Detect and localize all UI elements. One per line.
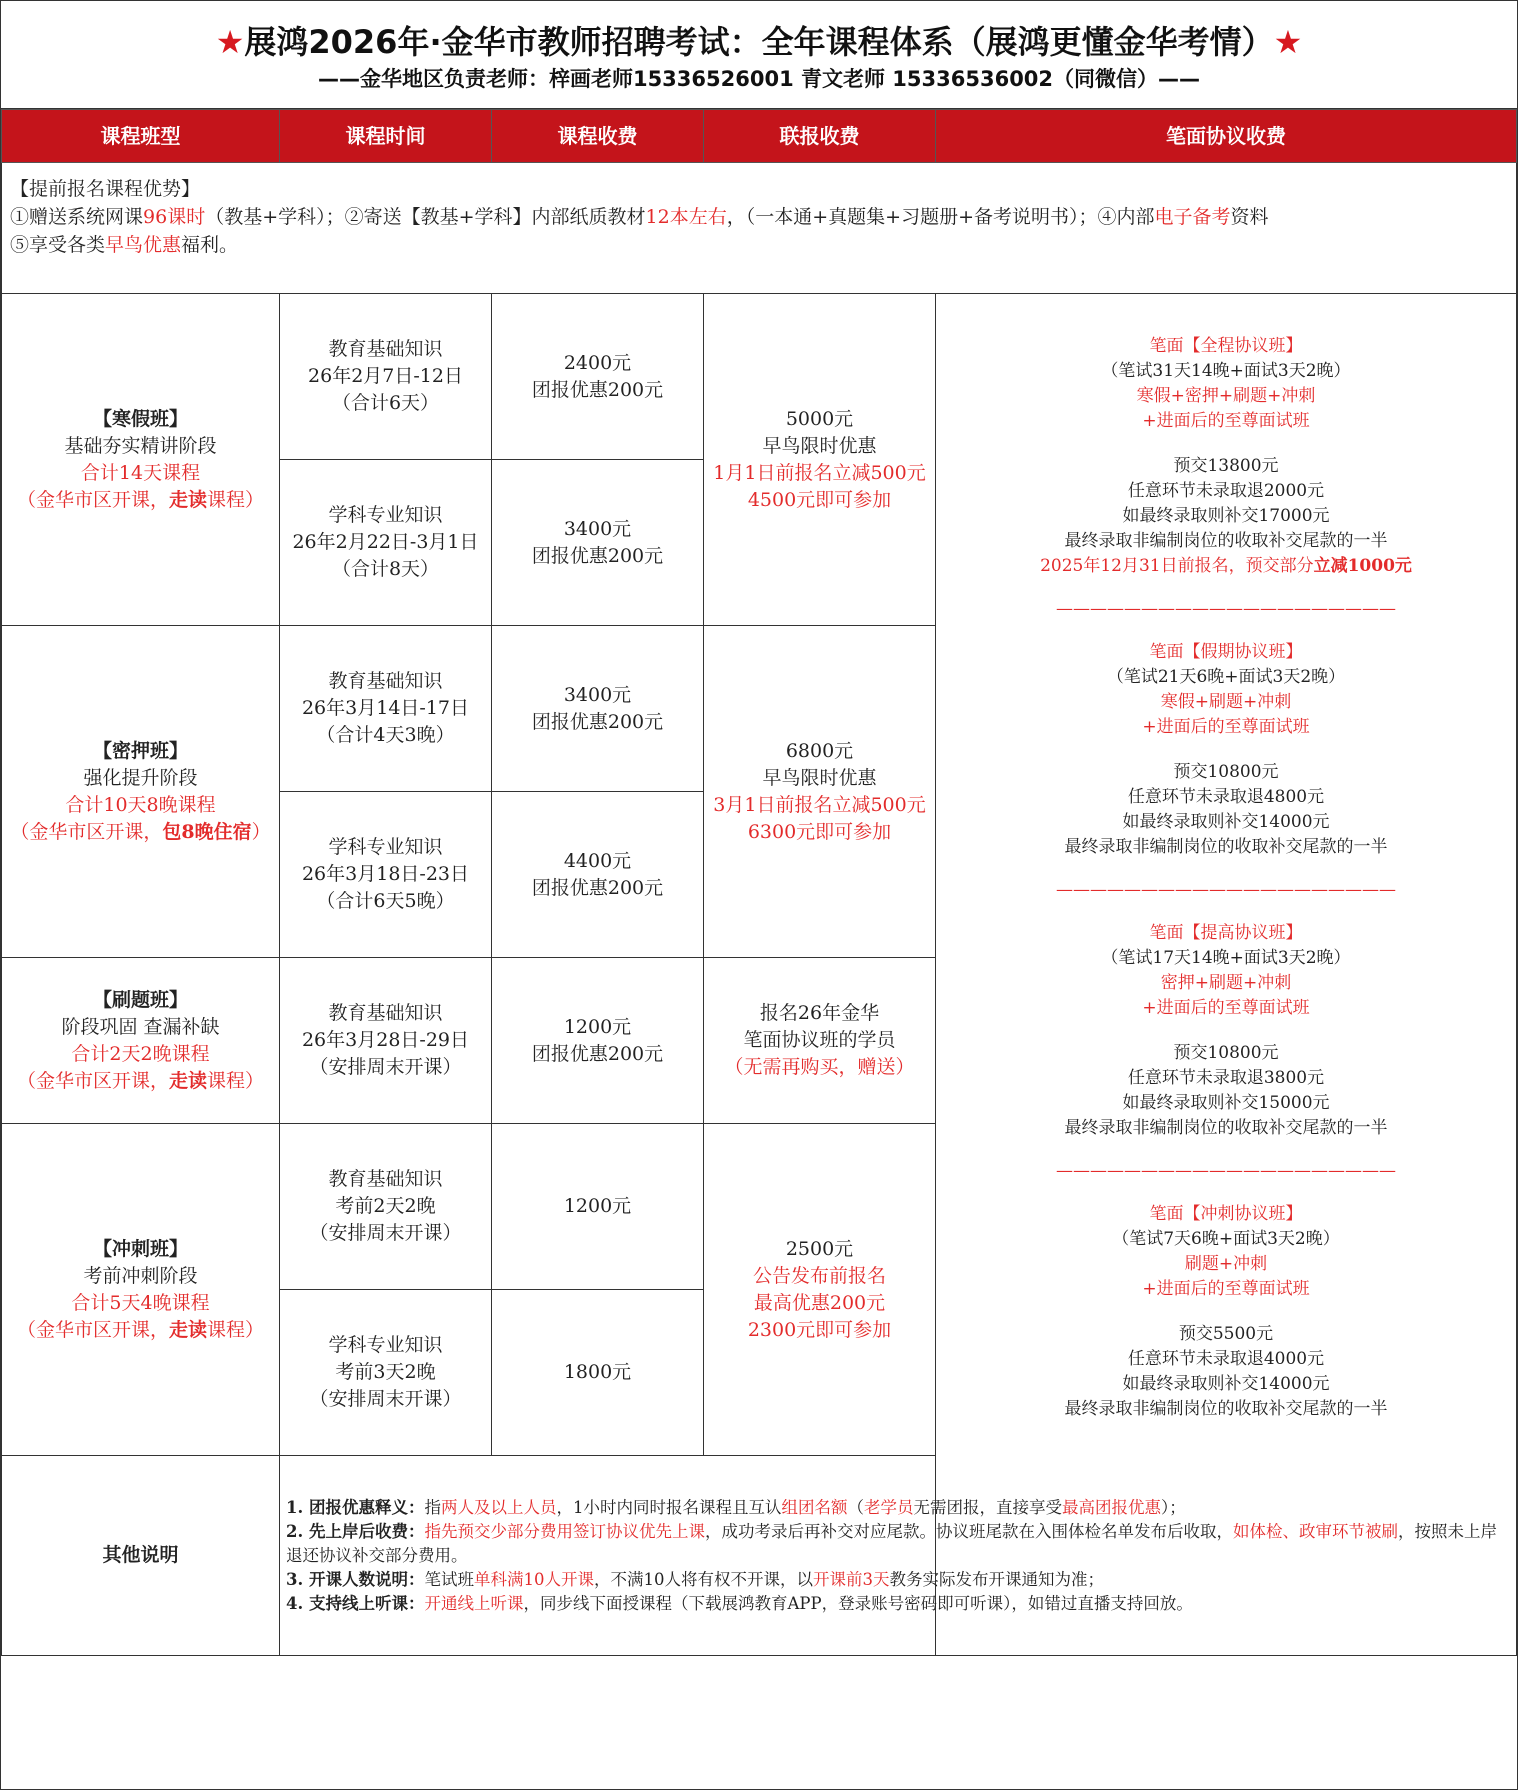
table-row [2, 294, 1517, 460]
class-cell-sprint: 【冲刺班】 考前冲刺阶段 合计5天4晚课程 （金华市区开课，走读课程） [2, 1124, 280, 1456]
contact-subtitle: ——金华地区负责老师：梓画老师15336526001 青文老师 15336536002（同微信）—— [317, 67, 1201, 91]
protocol-holiday: 笔面【假期协议班】 （笔试21天6晚+面试3天2晚） 寒假+刷题+冲刺 +进面后的至尊面试班 预交10800元 任意环节未录取退4800元 如最终录取则补交14000元 最终录取非编制岗位的收取补交尾款的一半 [1064, 642, 1388, 857]
protocol-improve: 笔面【提高协议班】 （笔试17天14晚+面试3天2晚） 密押+刷题+冲刺 +进面后的至尊面试班 预交10800元 任意环节未录取退3800元 如最终录取则补交15000元 最终录取非编制岗位的收取补交尾款的一半 [1064, 923, 1388, 1138]
session-time-cell: 教育基础知识 26年3月14日-17日 （合计4天3晚） [280, 626, 492, 792]
session-time-cell: 学科专业知识 考前3天2晚 （安排周末开课） [280, 1290, 492, 1456]
note-4: 4. 支持线上听课：开通线上听课，同步线下面授课程（下载展鸿教育APP，登录账号密码即可听课），如错过直播支持回放。 [286, 1594, 1193, 1613]
session-price-cell: 3400元 团报优惠200元 [492, 626, 704, 792]
class-cell-winter: 【寒假班】 基础夯实精讲阶段 合计14天课程 （金华市区开课，走读课程） [2, 294, 280, 626]
protocol-full: 笔面【全程协议班】 （笔试31天14晚+面试3天2晚） 寒假+密押+刷题+冲刺 +进面后的至尊面试班 预交13800元 任意环节未录取退2000元 如最终录取则补交17000元 最终录取非编制岗位的收取补交尾款的一半 2025年12月31日前报名，预交部分立减1000元 [1040, 336, 1412, 576]
session-time-cell: 教育基础知识 考前2天2晚 （安排周末开课） [280, 1124, 492, 1290]
notes-label: 其他说明 [2, 1456, 280, 1656]
sheet-header [1, 1, 1517, 109]
note-3: 3. 开课人数说明：笔试班单科满10人开课，不满10人将有权不开课，以开课前3天教务实际发布开课通知为准； [286, 1570, 1104, 1589]
session-price-cell: 1800元 [492, 1290, 704, 1456]
session-price-cell: 1200元 [492, 1124, 704, 1290]
session-price-cell: 4400元 团报优惠200元 [492, 792, 704, 958]
combo-price-cell: 2500元 公告发布前报名 最高优惠200元 2300元即可参加 [704, 1124, 936, 1456]
table-header-row [2, 110, 1517, 163]
note-2: 2. 先上岸后收费：指先预交少部分费用签订协议优先上课，成功考录后再补交对应尾款。协议班尾款在入围体检名单发布后收取，如体检、政审环节被刷，按照未上岸退还协议补交部分费用。 [286, 1522, 1497, 1565]
session-time-cell: 教育基础知识 26年2月7日-12日 （合计6天） [280, 294, 492, 460]
session-time-cell: 教育基础知识 26年3月28日-29日 （安排周末开课） [280, 958, 492, 1124]
advantages-row [2, 163, 1517, 294]
protocol-sprint: 笔面【冲刺协议班】 （笔试7天6晚+面试3天2晚） 刷题+冲刺 +进面后的至尊面试班 预交5500元 任意环节未录取退4000元 如最终录取则补交14000元 最终录取非编制岗位的收取补交尾款的一半 [1064, 1204, 1388, 1419]
col-header: 课程时间 [280, 110, 492, 163]
note-1: 1. 团报优惠释义：指两人及以上人员，1小时内同时报名课程且互认组团名额（老学员无需团报，直接享受最高团报优惠）； [286, 1498, 1186, 1517]
combo-price-cell: 报名26年金华 笔面协议班的学员 （无需再购买，赠送） [704, 958, 936, 1124]
combo-price-cell: 6800元 早鸟限时优惠 3月1日前报名立减500元 6300元即可参加 [704, 626, 936, 958]
separator: ———————————————————— [1056, 880, 1396, 900]
session-time-cell: 学科专业知识 26年2月22日-3月1日 （合计8天） [280, 460, 492, 626]
class-cell-practice: 【刷题班】 阶段巩固 查漏补缺 合计2天2晚课程 （金华市区开课，走读课程） [2, 958, 280, 1124]
col-header: 课程收费 [492, 110, 704, 163]
col-header: 课程班型 [2, 110, 280, 163]
session-time-cell: 学科专业知识 26年3月18日-23日 （合计6天5晚） [280, 792, 492, 958]
course-table [1, 109, 1517, 1656]
separator: ———————————————————— [1056, 599, 1396, 619]
protocol-cell [936, 294, 1517, 1656]
combo-price-cell: 5000元 早鸟限时优惠 1月1日前报名立减500元 4500元即可参加 [704, 294, 936, 626]
col-header: 笔面协议收费 [936, 110, 1517, 163]
star-icon: ★ [1273, 23, 1303, 61]
col-header: 联报收费 [704, 110, 936, 163]
session-price-cell: 3400元 团报优惠200元 [492, 460, 704, 626]
notes-cell [280, 1456, 1517, 1656]
session-price-cell: 2400元 团报优惠200元 [492, 294, 704, 460]
star-icon: ★ [215, 23, 245, 61]
class-cell-secret: 【密押班】 强化提升阶段 合计10天8晚课程 （金华市区开课，包8晚住宿） [2, 626, 280, 958]
advantages-cell: 【提前报名课程优势】 ①赠送系统网课96课时（教基+学科）；②寄送【教基+学科】内部纸质教材12本左右，（一本通+真题集+习题册+备考说明书）；④内部电子备考资料 ⑤享受各类早鸟优惠福利。 [2, 163, 1517, 294]
notes-row [2, 1456, 1517, 1656]
session-price-cell: 1200元 团报优惠200元 [492, 958, 704, 1124]
separator: ———————————————————— [1056, 1161, 1396, 1181]
page-title: ★展鸿2026年·金华市教师招聘考试：全年课程体系（展鸿更懂金华考情）★ [215, 23, 1303, 61]
